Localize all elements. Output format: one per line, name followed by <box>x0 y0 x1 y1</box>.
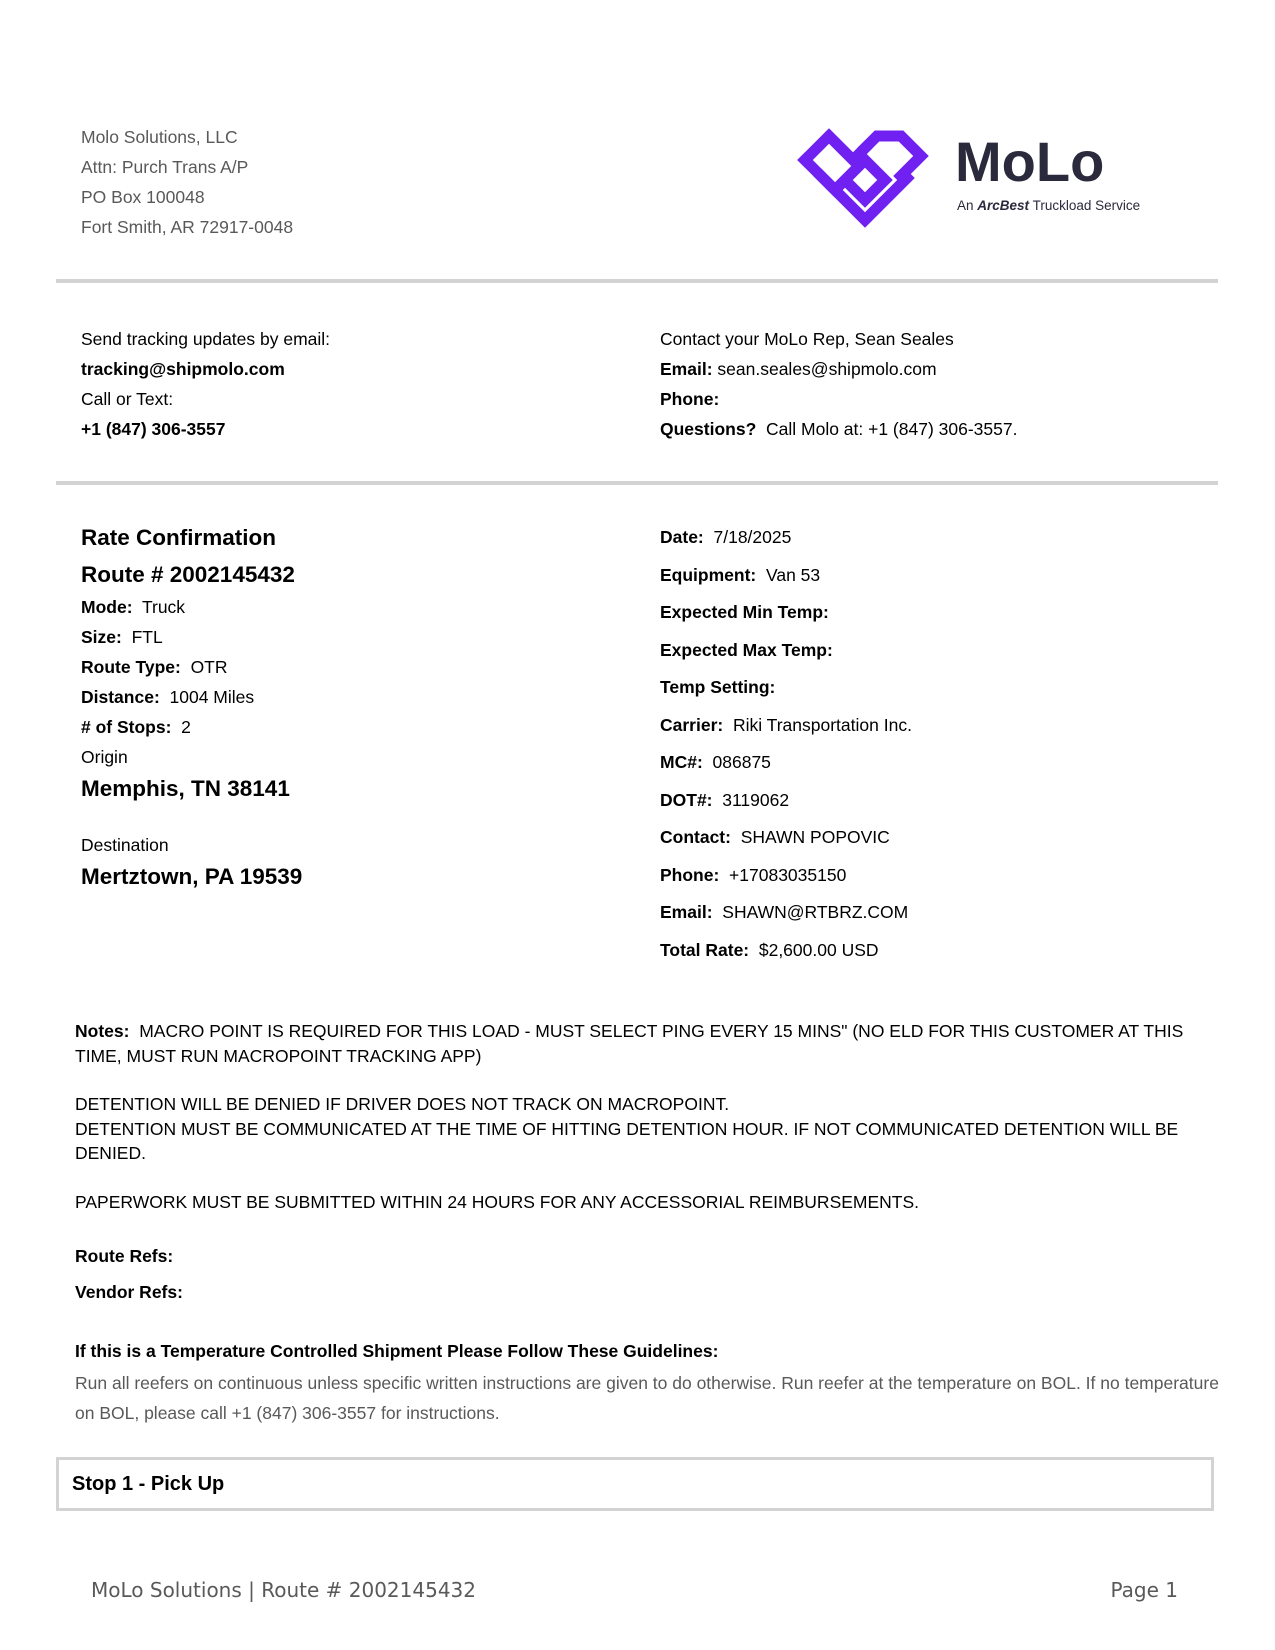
detail-label: Phone: <box>660 864 720 885</box>
field-value: FTL <box>131 627 163 647</box>
call-label: Call or Text: <box>81 389 174 409</box>
tagline-suffix: Truckload Service <box>1032 198 1141 213</box>
detail-label: Carrier: <box>660 714 724 735</box>
detail-value: Van 53 <box>765 564 821 585</box>
vendor-refs-label: Vendor Refs: <box>75 1282 183 1302</box>
detail-label: Equipment: <box>660 564 757 585</box>
footer-route: MoLo Solutions | Route # 2002145432 <box>91 1578 476 1602</box>
rep-phone-row <box>660 384 1017 414</box>
rep-heading: Contact your MoLo Rep, Sean Seales <box>660 329 954 349</box>
field-row <box>81 592 302 622</box>
notes-paragraph <box>75 1190 1215 1215</box>
notes-text: PAPERWORK MUST BE SUBMITTED WITHIN 24 HOURS FOR ANY ACCESSORIAL REIMBURSEMENTS. <box>75 1191 920 1212</box>
references <box>75 1244 183 1316</box>
questions-text: Call Molo at: +1 (847) 306-3557. <box>766 419 1018 439</box>
notes-text: MACRO POINT IS REQUIRED FOR THIS LOAD - MUST SELECT PING EVERY 15 MINS" (NO ELD FOR THIS CUSTOMER AT THIS TIME, MUST RUN MACROPOINT TRACKING APP) <box>75 1021 1184 1066</box>
field-value: Truck <box>141 597 186 617</box>
detail-value: 086875 <box>712 752 771 772</box>
field-label: Route Type: <box>81 657 181 677</box>
tracking-phone[interactable]: +1 (847) 306-3557 <box>81 419 226 439</box>
detail-value: Riki Transportation Inc. <box>732 714 912 735</box>
notes-paragraph <box>75 1019 1215 1068</box>
notes-text: DETENTION MUST BE COMMUNICATED AT THE TIME OF HITTING DETENTION HOUR. IF NOT COMMUNICATED DETENTION WILL BE DENIED. <box>75 1118 1179 1163</box>
rate-confirmation-title: Rate Confirmation <box>81 525 277 550</box>
field-label: Distance: <box>81 687 160 707</box>
field-row <box>81 712 302 742</box>
destination-city: Mertztown, PA 19539 <box>81 864 303 889</box>
stop-1-title: Stop 1 - Pick Up <box>72 1473 225 1495</box>
field-row <box>81 682 302 712</box>
detail-row <box>660 935 912 973</box>
notes-text: DETENTION WILL BE DENIED IF DRIVER DOES NOT TRACK ON MACROPOINT. <box>75 1094 730 1114</box>
rep-email-label: Email: <box>660 359 713 379</box>
notes-paragraph <box>75 1092 1215 1166</box>
field-row <box>81 622 302 652</box>
rep-phone-label: Phone: <box>660 389 720 409</box>
detail-row <box>660 560 912 598</box>
address-line: Molo Solutions, LLC <box>81 127 238 147</box>
detail-label: Email: <box>660 902 713 922</box>
molo-logo <box>795 126 1175 230</box>
field-label: Mode: <box>81 597 133 617</box>
field-value: 2 <box>181 717 191 737</box>
bill-to-address <box>81 122 293 242</box>
rep-info <box>660 324 1017 444</box>
detail-value: 7/18/2025 <box>713 527 792 547</box>
detail-row <box>660 897 912 935</box>
address-line: Fort Smith, AR 72917-0048 <box>81 217 294 237</box>
address-line: PO Box 100048 <box>81 187 205 207</box>
detail-label: Contact: <box>660 827 731 847</box>
logo-tagline <box>957 198 1140 213</box>
stop-1-header <box>56 1457 1214 1511</box>
detail-row <box>660 822 912 860</box>
shipment-details <box>660 522 912 972</box>
guidelines-text: Run all reefers on continuous unless specific written instructions are given to do otherwise. Run reefer at the temperature on BOL. If no temperature on BOL, please call +1 (847) 306-3557 for instructions. <box>75 1373 1219 1423</box>
molo-logo-mark-icon <box>795 126 935 230</box>
detail-row <box>660 635 912 673</box>
detail-label: Expected Max Temp: <box>660 639 833 660</box>
divider <box>56 481 1218 485</box>
detail-row <box>660 747 912 785</box>
field-label: Size: <box>81 627 122 647</box>
route-refs-label: Route Refs: <box>75 1246 174 1266</box>
destination-label: Destination <box>81 835 169 855</box>
field-row <box>81 652 302 682</box>
detail-label: DOT#: <box>660 789 713 810</box>
detail-value: $2,600.00 USD <box>758 939 879 960</box>
field-value: 1004 Miles <box>169 687 255 707</box>
detail-value: +17083035150 <box>729 864 847 885</box>
rep-email-row <box>660 354 1017 384</box>
detail-row <box>660 785 912 823</box>
detail-row <box>660 672 912 710</box>
origin-label: Origin <box>81 747 128 767</box>
notes-label: Notes: <box>75 1021 130 1041</box>
detail-row <box>660 710 912 748</box>
notes-section <box>75 1019 1215 1238</box>
route-fields <box>81 592 302 894</box>
field-value: OTR <box>190 657 228 677</box>
tagline-prefix: An <box>957 198 974 213</box>
questions-label: Questions? <box>660 419 757 439</box>
tracking-label: Send tracking updates by email: <box>81 329 331 349</box>
origin-city: Memphis, TN 38141 <box>81 776 290 801</box>
detail-row <box>660 860 912 898</box>
detail-label: Expected Min Temp: <box>660 602 829 622</box>
footer-page-number: Page 1 <box>1110 1578 1178 1602</box>
detail-value[interactable]: SHAWN@RTBRZ.COM <box>722 902 909 922</box>
detail-label: Date: <box>660 527 704 547</box>
tracking-info <box>81 324 330 444</box>
divider <box>56 279 1218 283</box>
detail-value: SHAWN POPOVIC <box>740 827 890 847</box>
detail-label: Temp Setting: <box>660 677 776 697</box>
rep-questions-row <box>660 414 1017 444</box>
guidelines-title: If this is a Temperature Controlled Shipment Please Follow These Guidelines: <box>75 1341 719 1361</box>
detail-label: Total Rate: <box>660 939 750 960</box>
address-line: Attn: Purch Trans A/P <box>81 157 249 177</box>
tagline-brand: ArcBest <box>977 198 1030 213</box>
detail-label: MC#: <box>660 752 703 772</box>
logo-wordmark: MoLo <box>955 130 1105 193</box>
field-label: # of Stops: <box>81 717 172 737</box>
rep-email-link[interactable]: sean.seales@shipmolo.com <box>717 359 937 379</box>
detail-row <box>660 522 912 560</box>
route-number: Route # 2002145432 <box>81 562 295 587</box>
tracking-email-link[interactable]: tracking@shipmolo.com <box>81 359 285 379</box>
detail-value: 3119062 <box>722 789 790 810</box>
detail-row <box>660 597 912 635</box>
